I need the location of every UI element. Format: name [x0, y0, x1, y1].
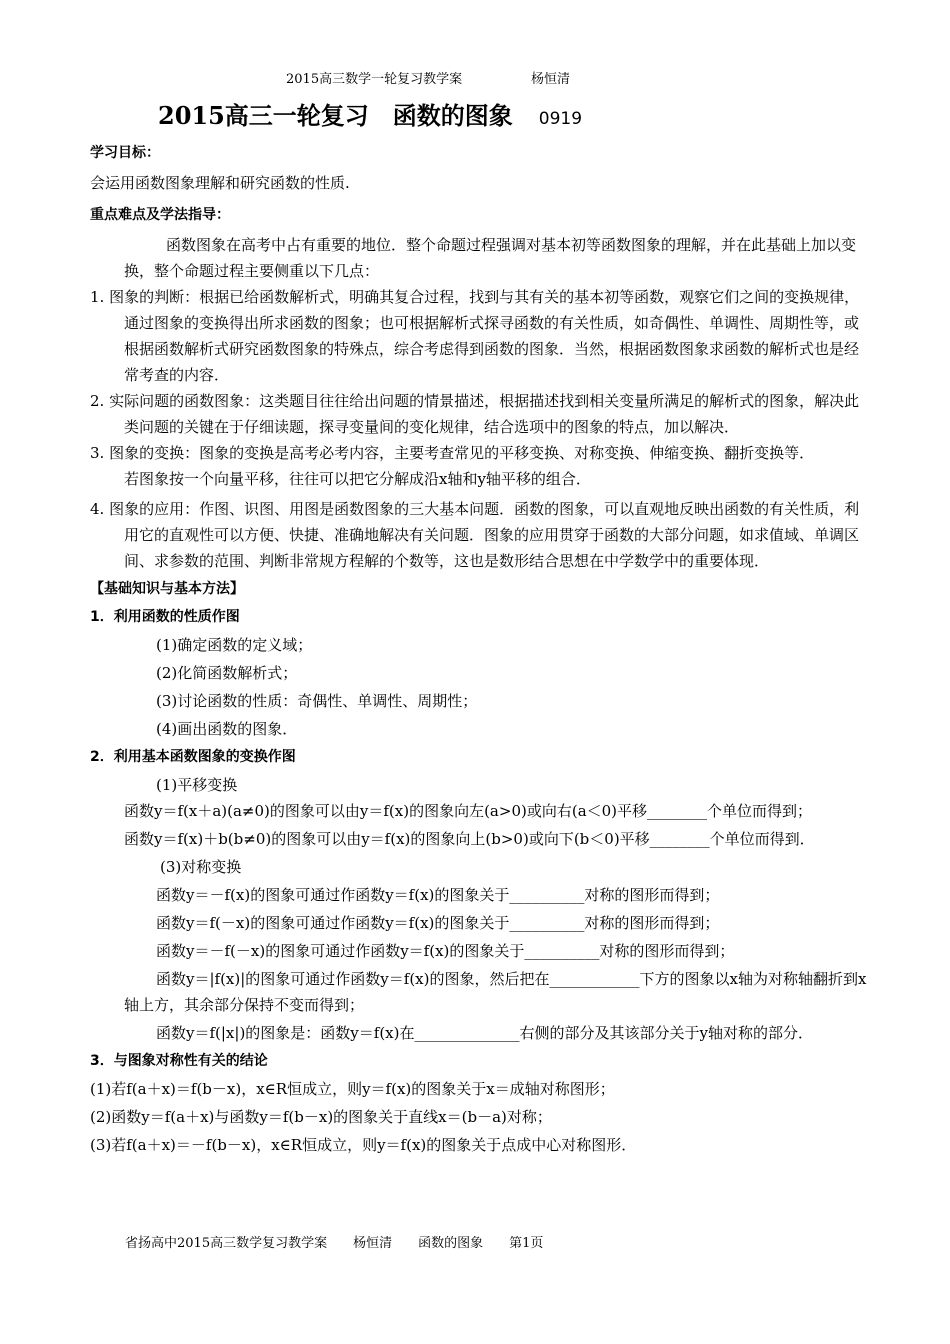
goals-heading: 学习目标：	[90, 145, 160, 161]
page-title	[158, 96, 582, 131]
guide-item-3: 3. 图象的变换：图象的变换是高考必考内容，主要考查常见的平移变换、对称变换、伸缩变换、翻折变换等．	[90, 444, 815, 462]
basics-heading: 【基础知识与基本方法】	[90, 581, 244, 597]
s1-step-4: (4)画出函数的图象．	[156, 720, 298, 738]
footer-page: 第1页	[509, 1236, 544, 1251]
s3-item-2: (2)函数y＝f(a＋x)与函数y＝f(b－x)的图象关于直线x＝(b－a)对称；	[90, 1108, 552, 1126]
footer-school: 省扬高中2015高三数学复习教学案	[125, 1236, 328, 1251]
shift-title: (1)平移变换	[156, 776, 238, 794]
section-1-title: 1．利用函数的性质作图	[90, 609, 240, 625]
document-body	[90, 140, 868, 1158]
s3-item-1: (1)若f(a＋x)＝f(b－x)，x∈R恒成立，则y＝f(x)的图象关于x＝成轴对称图形；	[90, 1080, 615, 1098]
shift-rule-2: 函数y＝f(x)＋b(b≠0)的图象可以由y＝f(x)的图象向上(b>0)或向下(b＜0)平移________个单位而得到．	[124, 830, 815, 848]
shift-rule-1: 函数y＝f(x＋a)(a≠0)的图象可以由y＝f(x)的图象向左(a>0)或向右(a＜0)平移________个单位而得到；	[124, 802, 813, 820]
title-main: 2015高三一轮复习 函数的图象	[158, 101, 513, 130]
sym-title: (3)对称变换	[160, 858, 242, 876]
title-code: 0919	[538, 109, 583, 129]
guide-heading: 重点难点及学法指导：	[90, 207, 230, 223]
header-author: 杨恒清	[531, 72, 571, 87]
s1-step-2: (2)化简函数解析式；	[156, 664, 298, 682]
guide-item-4: 4. 图象的应用：作图、识图、用图是函数图象的三大基本问题．函数的图象，可以直观地反映出函数的有关性质，利用它的直观性可以方便、快捷、准确地解决有关问题．图象的应用贯穿于函数的大部分问题，如求值域、单调区间、求参数的范围、判断非常规方程解的个数等，这也是数形结合思想在中学数学中的重要体现．	[90, 500, 860, 570]
section-2-title: 2．利用基本函数图象的变换作图	[90, 749, 296, 765]
sym-rule-2: 函数y＝f(－x)的图象可通过作函数y＝f(x)的图象关于__________对称的图形而得到；	[156, 914, 720, 932]
page-footer	[125, 1232, 569, 1251]
guide-item-3-cont: 若图象按一个向量平移，往往可以把它分解成沿x轴和y轴平移的组合．	[124, 470, 591, 488]
s1-step-1: (1)确定函数的定义域；	[156, 636, 313, 654]
sym-rule-5: 函数y＝f(|x|)的图象是：函数y＝f(x)在______________右侧的部分及其该部分关于y轴对称的部分．	[156, 1024, 813, 1042]
s1-step-3: (3)讨论函数的性质：奇偶性、单调性、周期性；	[156, 692, 478, 710]
goals-text: 会运用函数图象理解和研究函数的性质.	[90, 174, 350, 192]
guide-item-2: 2. 实际问题的函数图象：这类题目往往给出问题的情景描述，根据描述找到相关变量所满足的解析式的图象，解决此类问题的关键在于仔细读题，探寻变量间的变化规律，结合选项中的图象的特点，加以解决．	[90, 392, 860, 436]
section-3-title: 3．与图象对称性有关的结论	[90, 1053, 268, 1069]
footer-author: 杨恒清	[353, 1236, 393, 1251]
sym-rule-1: 函数y＝－f(x)的图象可通过作函数y＝f(x)的图象关于__________对称的图形而得到；	[156, 886, 720, 904]
s3-item-3: (3)若f(a＋x)＝－f(b－x)，x∈R恒成立，则y＝f(x)的图象关于点成中心对称图形．	[90, 1136, 637, 1154]
guide-item-1: 1. 图象的判断：根据已给函数解析式，明确其复合过程，找到与其有关的基本初等函数，观察它们之间的变换规律，通过图象的变换得出所求函数的图象；也可根据解析式探寻函数的有关性质，如奇偶性、单调性、周期性等，或根据函数解析式研究函数图象的特殊点，综合考虑得到函数的图象．当然，根据函数图象求函数的解析式也是经常考查的内容．	[90, 288, 860, 384]
guide-intro: 函数图象在高考中占有重要的地位．整个命题过程强调对基本初等函数图象的理解，并在此基础上加以变换，整个命题过程主要侧重以下几点：	[124, 236, 857, 280]
footer-topic: 函数的图象	[418, 1236, 484, 1251]
header-title: 2015高三数学一轮复习教学案	[286, 72, 463, 87]
sym-rule-3: 函数y＝－f(－x)的图象可通过作函数y＝f(x)的图象关于__________对称的图形而得到；	[156, 942, 735, 960]
sym-rule-4: 函数y＝|f(x)|的图象可通过作函数y＝f(x)的图象，然后把在____________下方的图象以x轴为对称轴翻折到x轴上方，其余部分保持不变而得到；	[124, 970, 867, 1014]
